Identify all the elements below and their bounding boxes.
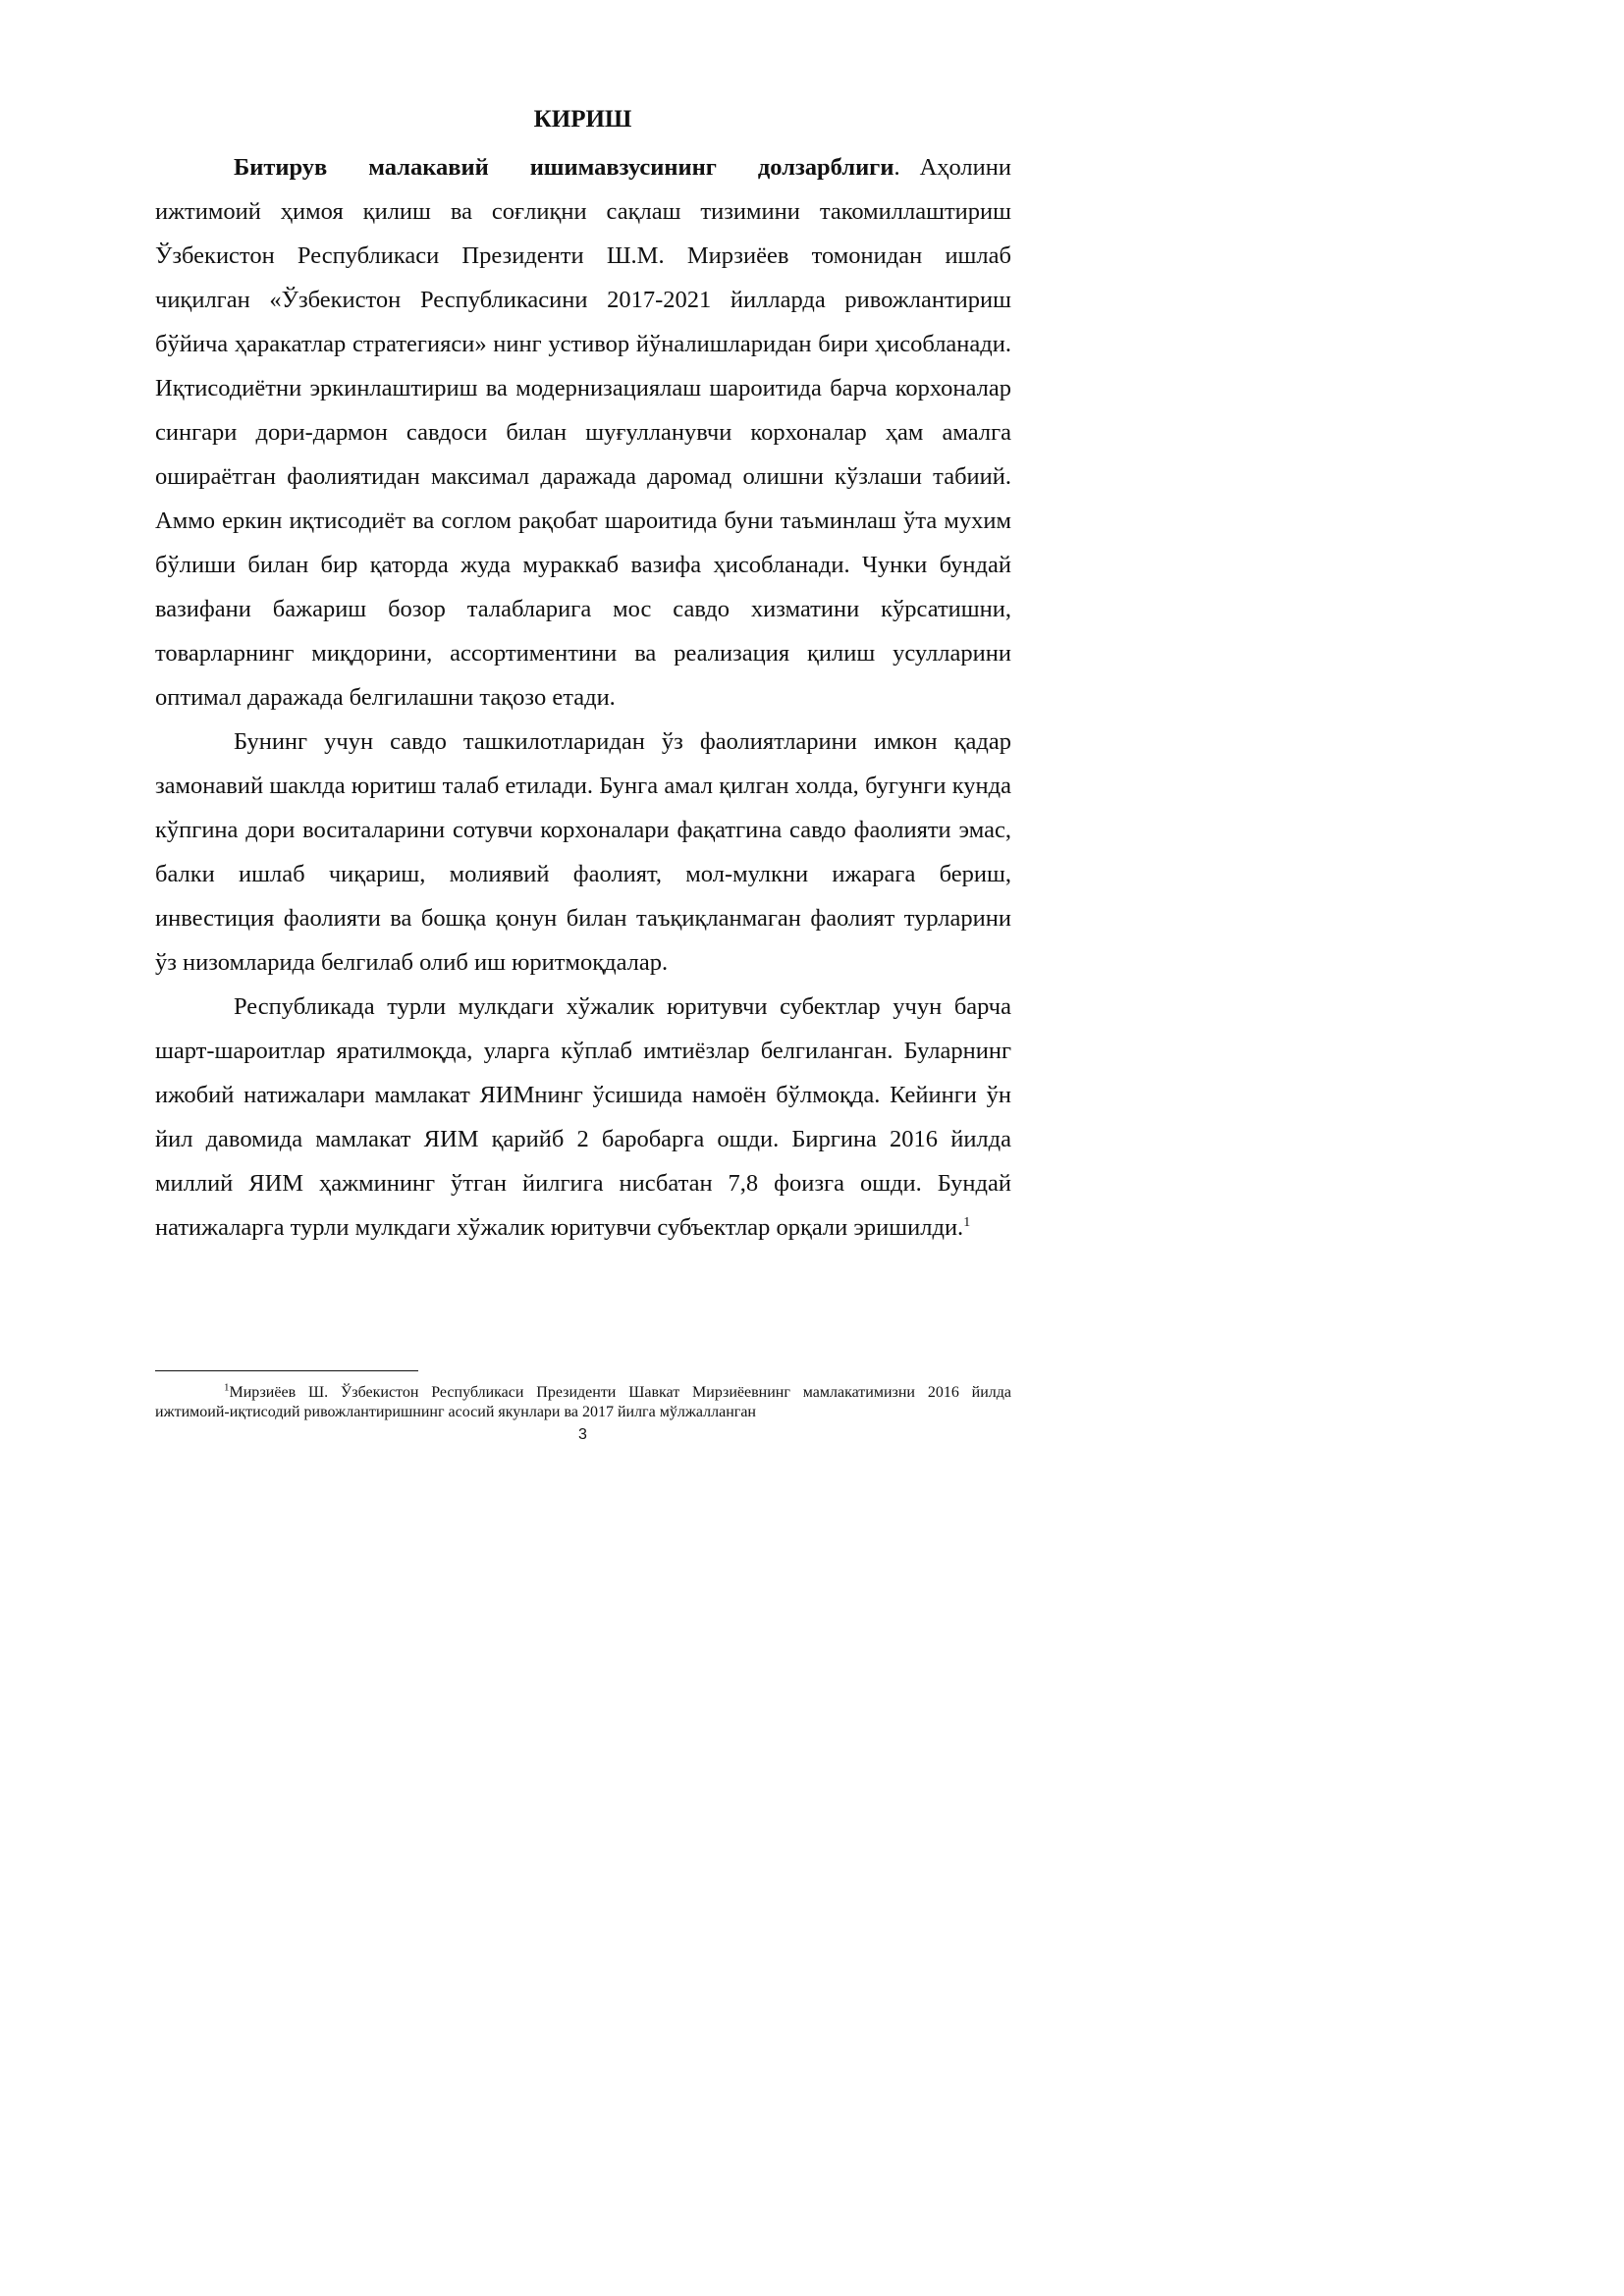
footnote-mark: 1	[224, 1381, 230, 1394]
footnote	[155, 1383, 1011, 1422]
paragraph-2-text: Бунинг учун савдо ташкилотларидан ўз фаолиятларини имкон қадар замонавий шаклда юритиш талаб етилади. Бунга амал қилган холда, бугунги кунда кўпгина дори воситаларини сотувчи корхоналари фақатгина савдо фаолияти эмас, балки ишлаб чиқариш, молиявий фаолият, мол-мулкни ижарага бериш, инвестиция фаолияти ва бошқа қонун билан таъқиқланмаган фаолият турларини ўз низомларида белгилаб олиб иш юритмоқдалар.	[155, 728, 1011, 976]
footnote-reference: 1	[963, 1214, 971, 1230]
paragraph-2	[155, 720, 1011, 985]
document-page	[0, 0, 1086, 1535]
paragraph-1-text: . Аҳолини ижтимоий ҳимоя қилиш ва соғлиқни сақлаш тизимини такомиллаштириш Ўзбекистон Республикаси Президенти Ш.М. Мирзиёев томонидан ишлаб чиқилган «Ўзбекистон Республикасини 2017-2021 йилларда ривожлантириш бўйича ҳаракатлар стратегияси» нинг устивор йўналишларидан бири ҳисобланади. Иқтисодиётни эркинлаштириш ва модернизациялаш шароитида барча корхоналар сингари дори-дармон савдоси билан шуғулланувчи корхоналар ҳам амалга ошираётган фаолиятидан максимал даражада даромад олишни кўзлаши табиий. Аммо еркин иқтисодиёт ва соглом рақобат шароитида буни таъминлаш ўта мухим бўлиши билан бир қаторда жуда мураккаб вазифа ҳисобланади. Чунки бундай вазифани бажариш бозор талабларига мос савдо хизматини кўрсатишни, товарларнинг миқдорини, ассортиментини ва реализация қилиш усулларини оптимал даражада белгилашни тақозо етади.	[155, 154, 1011, 711]
footnote-text: Мирзиёев Ш. Ўзбекистон Республикаси Президенти Шавкат Мирзиёевнинг мамлакатимизни 2016 йилда ижтимоий-иқтисодий ривожлантиришнинг асосий якунлари ва 2017 йилга мўлжалланган	[155, 1384, 1011, 1420]
body-text	[155, 145, 1011, 1250]
paragraph-1	[155, 145, 1011, 720]
page-number: 3	[578, 1426, 587, 1443]
page-title: КИРИШ	[533, 106, 632, 133]
paragraph-3-text: Республикада турли мулкдаги хўжалик юритувчи субектлар учун барча шарт-шароитлар яратилмоқда, уларга кўплаб имтиёзлар белгиланган. Буларнинг ижобий натижалари мамлакат ЯИМнинг ўсишида намоён бўлмоқда. Кейинги ўн йил давомида мамлакат ЯИМ қарийб 2 баробарга ошди. Биргина 2016 йилда миллий ЯИМ ҳажмининг ўтган йилгига нисбатан 7,8 фоизга ошди. Бундай натижаларга турли мулкдаги хўжалик юритувчи субъектлар орқали эришилди.	[155, 993, 1011, 1241]
paragraph-lead-heading: Битирув малакавий ишимавзусининг долзарблиги	[234, 154, 894, 181]
footnote-separator	[155, 1370, 418, 1371]
paragraph-3	[155, 985, 1011, 1250]
